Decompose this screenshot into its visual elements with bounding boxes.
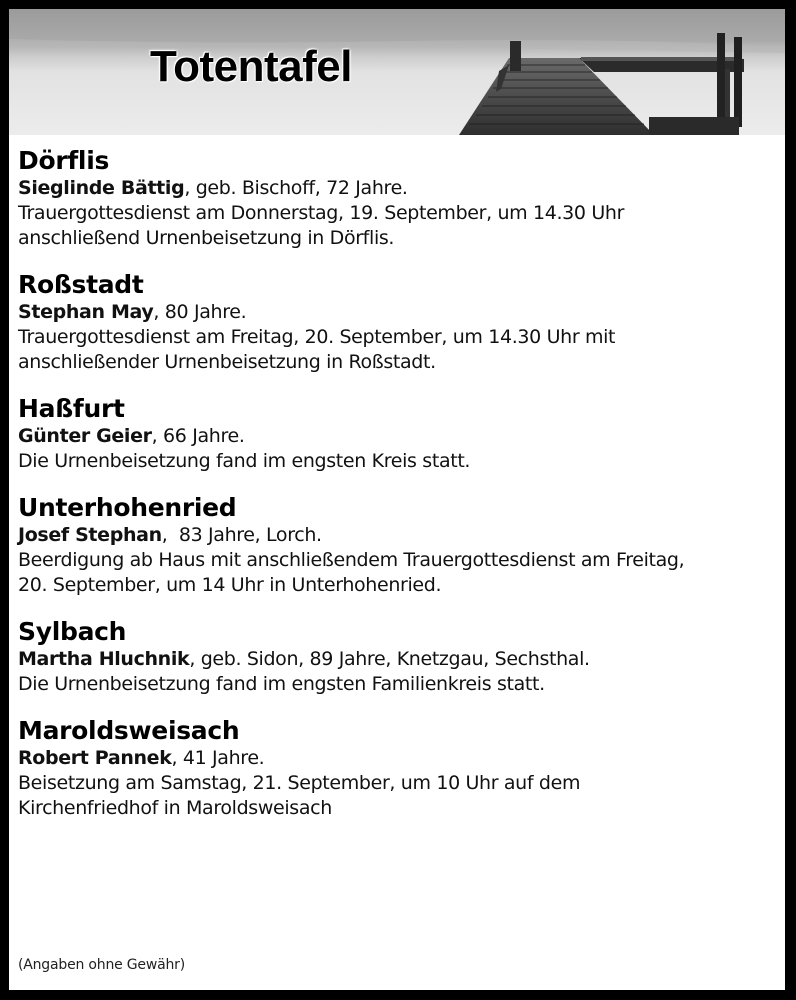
obituary-entry [18,716,778,821]
service-info: Beisetzung am Samstag, 21. September, um 10 Uhr auf dem [18,772,581,794]
person-line [18,523,778,548]
person-name: Günter Geier [18,425,152,447]
obituary-entry [18,493,778,598]
person-line [18,300,778,325]
obituary-entry [18,617,778,697]
place-heading: Haßfurt [18,394,125,423]
service-info: anschließender Urnenbeisetzung in Roßstadt. [18,351,436,373]
service-info: Kirchenfriedhof in Maroldsweisach [18,797,332,819]
obituary-panel [9,9,785,990]
disclaimer-note: (Angaben ohne Gewähr) [18,957,185,973]
person-name: Sieglinde Bättig [18,177,185,199]
person-line [18,647,778,672]
page-title: Totentafel [150,42,352,91]
person-details: , 66 Jahre. [151,425,245,447]
place-heading: Unterhohenried [18,493,237,522]
person-details: , 83 Jahre, Lorch. [161,524,322,546]
service-info: Die Urnenbeisetzung fand im engsten Familienkreis statt. [18,673,545,695]
obituary-list [18,146,778,840]
person-details: , geb. Sidon, 89 Jahre, Knetzgau, Sechsthal. [189,648,590,670]
service-info: Trauergottesdienst am Donnerstag, 19. September, um 14.30 Uhr [18,202,625,224]
person-name: Josef Stephan [18,524,162,546]
person-line [18,176,778,201]
place-heading: Sylbach [18,617,127,646]
obituary-entry [18,146,778,251]
person-name: Stephan May [18,301,154,323]
place-heading: Maroldsweisach [18,716,240,745]
service-info: Beerdigung ab Haus mit anschließendem Trauergottesdienst am Freitag, [18,549,685,571]
person-name: Martha Hluchnik [18,648,190,670]
service-info: anschließend Urnenbeisetzung in Dörflis. [18,227,395,249]
person-details: , geb. Bischoff, 72 Jahre. [184,177,408,199]
service-info: Trauergottesdienst am Freitag, 20. September, um 14.30 Uhr mit [18,326,616,348]
header-banner [9,9,785,135]
person-line [18,746,778,771]
place-heading: Dörflis [18,146,110,175]
person-details: , 41 Jahre. [171,747,265,769]
obituary-entry [18,270,778,375]
obituary-entry [18,394,778,474]
service-info: Die Urnenbeisetzung fand im engsten Kreis statt. [18,450,471,472]
person-line [18,424,778,449]
person-details: , 80 Jahre. [153,301,247,323]
person-name: Robert Pannek [18,747,172,769]
place-heading: Roßstadt [18,270,144,299]
lake-pier-photo [9,9,785,135]
service-info: 20. September, um 14 Uhr in Unterhohenried. [18,574,442,596]
